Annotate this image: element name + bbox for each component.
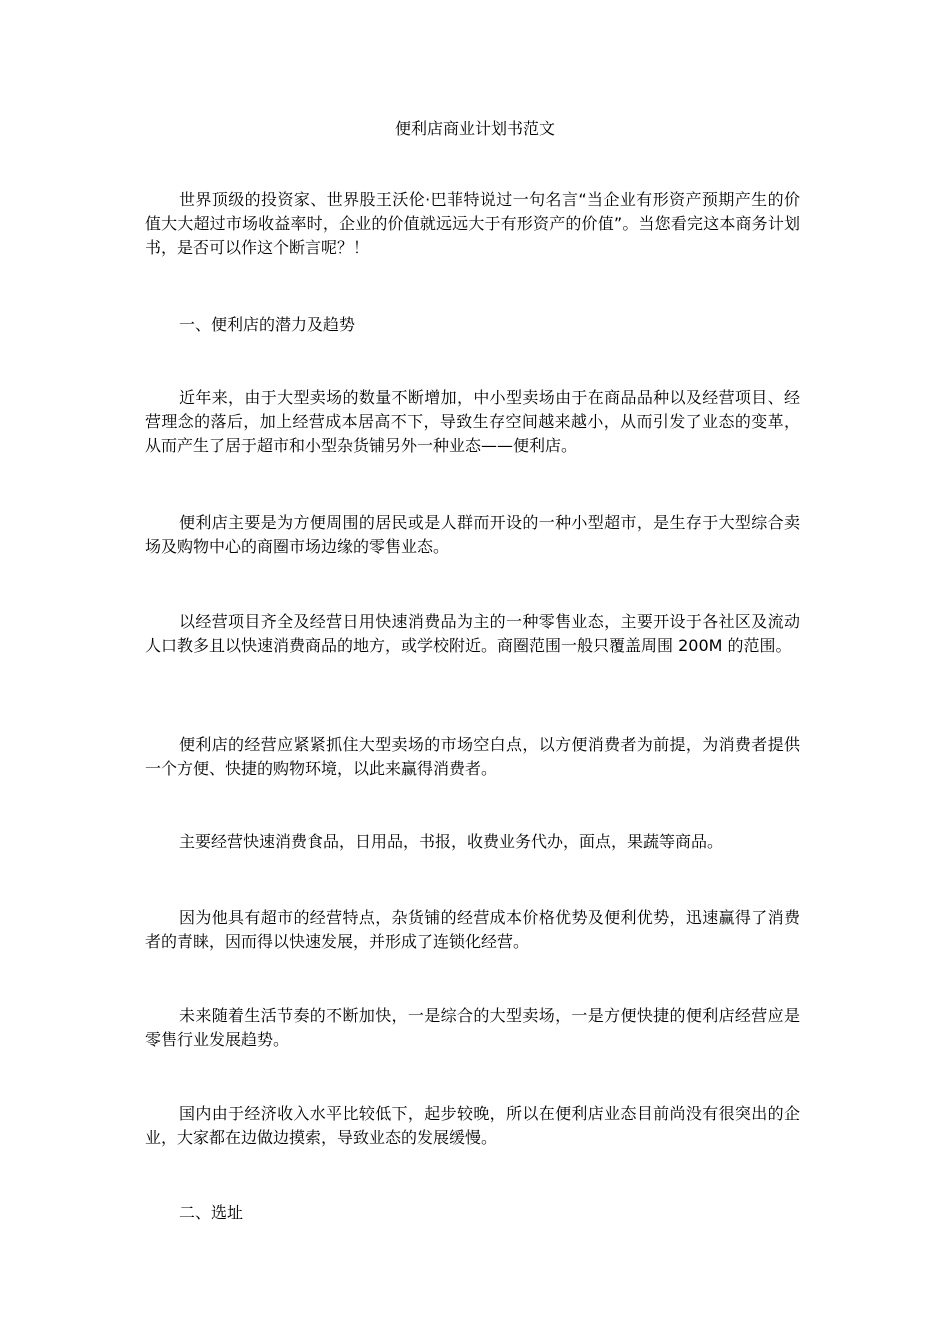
paragraph-strategy: 便利店的经营应紧紧抓住大型卖场的市场空白点，以方便消费者为前提，为消费者提供一个方便、快捷的购物环境，以此来赢得消费者。 — [145, 735, 800, 778]
paragraph-definition: 便利店主要是为方便周围的居民或是人群而开设的一种小型超市，是生存于大型综合卖场及购物中心的商圈市场边缘的零售业态。 — [145, 513, 800, 556]
paragraph-domestic: 国内由于经济收入水平比较低下，起步较晚，所以在便利店业态目前尚没有很突出的企业，大家都在边做边摸索，导致业态的发展缓慢。 — [145, 1104, 800, 1147]
intro-paragraph: 世界顶级的投资家、世界股王沃伦·巴菲特说过一句名言“当企业有形资产预期产生的价值大大超过市场收益率时，企业的价值就远远大于有形资产的价值”。当您看完这本商务计划书，是否可以作这个断言呢？！ — [145, 190, 800, 257]
paragraph-advantages: 因为他具有超市的经营特点，杂货铺的经营成本价格优势及便利优势，迅速赢得了消费者的青睐，因而得以快速发展，并形成了连锁化经营。 — [145, 908, 800, 951]
paragraph-scope: 以经营项目齐全及经营日用快速消费品为主的一种零售业态，主要开设于各社区及流动人口教多且以快速消费商品的地方，或学校附近。商圈范围一般只覆盖周围 200M 的范围。 — [145, 612, 800, 655]
section-heading-location: 二、选址 — [179, 1203, 244, 1222]
document-title: 便利店商业计划书范文 — [394, 119, 555, 138]
paragraph-future: 未来随着生活节奏的不断加快，一是综合的大型卖场，一是方便快捷的便利店经营应是零售行业发展趋势。 — [145, 1006, 800, 1049]
paragraph-products: 主要经营快速消费食品，日用品，书报，收费业务代办，面点，果蔬等商品。 — [179, 832, 724, 851]
paragraph-background: 近年来，由于大型卖场的数量不断增加，中小型卖场由于在商品品种以及经营项目、经营理念的落后，加上经营成本居高不下，导致生存空间越来越小，从而引发了业态的变革，从而产生了居于超市和小型杂货铺另外一种业态——便利店。 — [145, 388, 800, 455]
section-heading-potential: 一、便利店的潜力及趋势 — [179, 315, 356, 334]
